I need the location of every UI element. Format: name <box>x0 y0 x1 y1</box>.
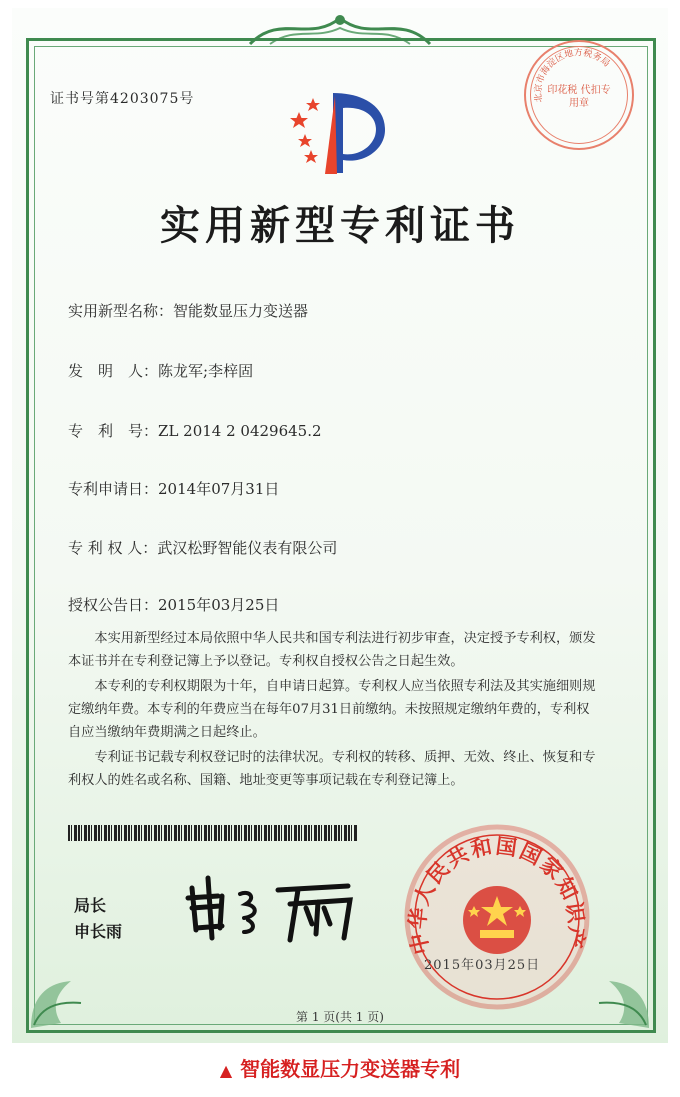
field-value: ZL 2014 2 0429645.2 <box>158 422 322 440</box>
field-label: 实用新型名称： <box>68 302 174 320</box>
caption <box>0 1053 680 1082</box>
field-label: 专利申请日： <box>68 480 159 498</box>
field-inventor <box>68 360 253 381</box>
field-value: 武汉松野智能仪表有限公司 <box>157 539 338 557</box>
field-value: 2015年03月25日 <box>158 596 280 614</box>
signature-icon <box>178 868 368 948</box>
field-application-date <box>68 478 279 499</box>
barcode <box>68 825 358 841</box>
body-paragraph: 本实用新型经过本局依照中华人民共和国专利法进行初步审查，决定授予专利权，颁发本证书并在专利登记簿上予以登记。专利权自授权公告之日起生效。 <box>68 631 596 669</box>
director-block <box>74 893 122 945</box>
field-label: 专 利 权 人： <box>68 539 158 557</box>
director-name: 申长雨 <box>74 922 123 941</box>
official-seal-graphic <box>402 822 592 1012</box>
certificate-number: 证书号第4203075号 <box>50 91 195 107</box>
seal-date: 2015年03月25日 <box>424 958 541 973</box>
sipo-logo-icon <box>285 88 395 178</box>
field-label: 专 利 号： <box>68 422 159 440</box>
svg-text:北京市海淀区地方税务局: 北京市海淀区地方税务局 <box>533 48 612 103</box>
certificate-body <box>68 627 600 794</box>
field-grant-date <box>68 594 279 615</box>
field-patent-number <box>68 420 322 441</box>
field-patentee <box>68 537 337 558</box>
director-title: 局长 <box>74 896 107 915</box>
field-value: 2014年07月31日 <box>158 480 280 498</box>
field-utility-model-name <box>68 300 308 321</box>
tax-stamp-seal <box>524 40 634 150</box>
body-paragraph: 专利证书记载专利权登记时的法律状况。专利权的转移、质押、无效、终止、恢复和专利权人的姓名或名称、国籍、地址变更等事项记载在专利登记簿上。 <box>68 750 596 788</box>
field-value: 智能数显压力变送器 <box>173 302 309 320</box>
tax-stamp-center-text: 印花税 代扣专用章 <box>547 85 611 109</box>
field-value: 陈龙军;李梓固 <box>158 362 254 380</box>
field-label: 发 明 人： <box>68 362 159 380</box>
triangle-up-icon: ▲ <box>219 1061 233 1080</box>
caption-text: 智能数显压力变送器专利 <box>240 1057 461 1081</box>
field-label: 授权公告日： <box>68 596 159 614</box>
svg-text:中华人民共和国国家知识产权局: 中华人民共和国国家知识产 <box>404 832 590 957</box>
official-seal <box>402 822 592 1012</box>
body-paragraph: 本专利的专利权期限为十年，自申请日起算。专利权人应当依照专利法及其实施细则规定缴纳年费。本专利的年费应当在每年07月31日前缴纳。未按照规定缴纳年费的，专利权自应当缴纳年费期满之日起终止。 <box>68 679 596 740</box>
certificate-title: 实用新型专利证书 <box>160 202 520 249</box>
page-number: 第 1 页(共 1 页) <box>296 1010 384 1024</box>
